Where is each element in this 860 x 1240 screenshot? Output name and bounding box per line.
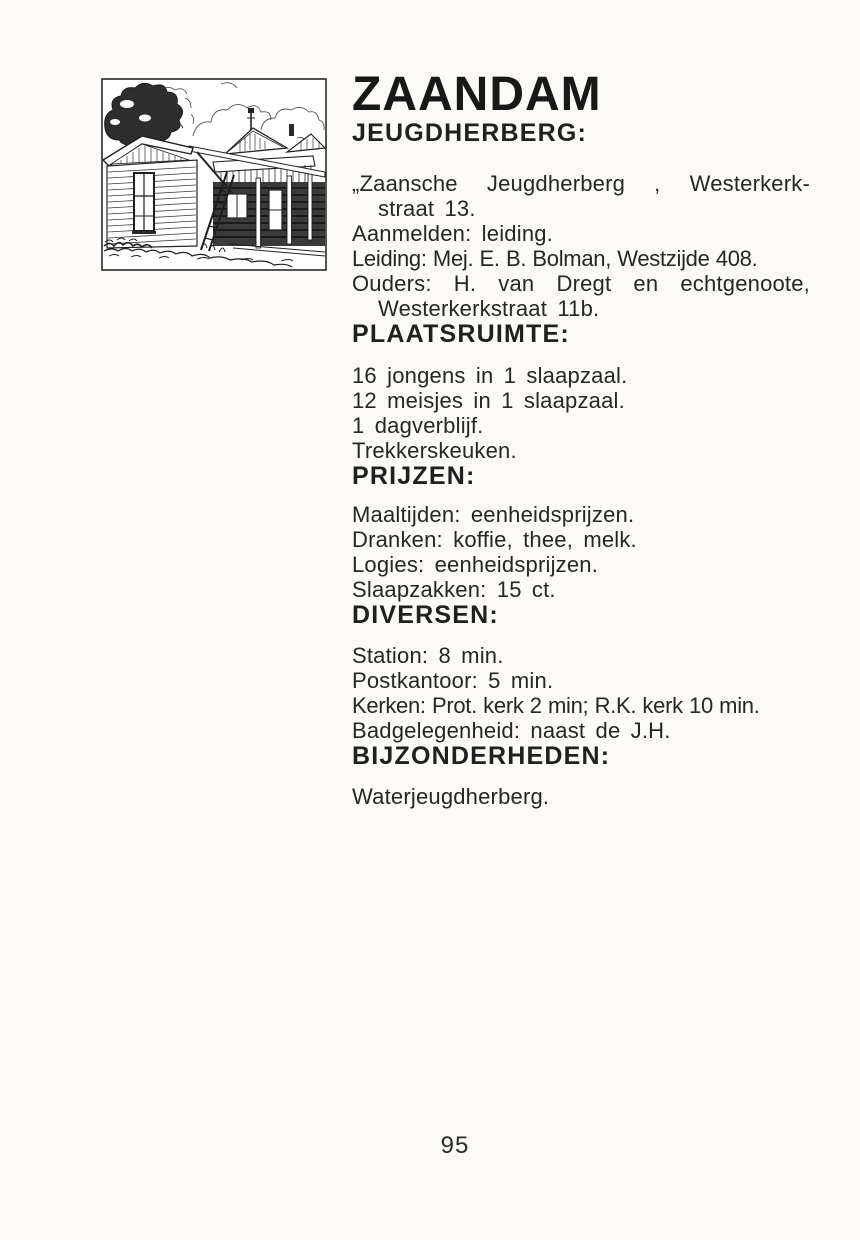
text-line: Postkantoor: 5 min. [352,668,554,693]
text-line: Logies: eenheidsprijzen. [352,552,599,577]
text-line: Dranken: koffie, thee, melk. [352,527,637,552]
text-line: Station: 8 min. [352,643,504,668]
text-line: Waterjeugdherberg. [352,784,550,809]
text-line: „Zaansche Jeugdherberg , Westerkerk- [352,171,810,196]
text-line: 1 dagverblijf. [352,413,484,438]
page-number: 95 [440,1132,470,1159]
entry-column [352,70,810,809]
text-line: Ouders: H. van Dregt en echtgenoote, [352,271,810,296]
jeugdherberg-lines [352,171,810,321]
diversen-lines [352,643,810,743]
page-title: ZAANDAM [352,68,602,121]
section-bijzonderheden [352,743,810,809]
section-heading-jeugdherberg: JEUGDHERBERG: [352,119,588,147]
section-heading-prijzen: PRIJZEN: [352,462,476,490]
text-line: 16 jongens in 1 slaapzaal. [352,363,628,388]
text-line: Trekkerskeuken. [352,438,517,463]
text-line: Westerkerkstraat 11b. [378,296,600,321]
section-heading-diversen: DIVERSEN: [352,601,499,629]
front-house [103,136,197,248]
section-heading-plaatsruimte: PLAATSRUIMTE: [352,320,570,348]
text-line: Slaapzakken: 15 ct. [352,577,556,602]
section-prijzen [352,463,810,602]
prijzen-lines [352,502,810,602]
section-plaatsruimte [352,321,810,463]
text-line: Maaltijden: eenheidsprijzen. [352,502,635,527]
bijzonderheden-lines [352,784,810,809]
hostel-illustration-drawing [101,78,327,271]
section-heading-bijzonderheden: BIJZONDERHEDEN: [352,742,611,770]
section-diversen [352,602,810,743]
text-line: Aanmelden: leiding. [352,221,554,246]
section-jeugdherberg [352,120,810,321]
text-line: Kerken: Prot. kerk 2 min; R.K. kerk 10 min. [352,693,760,718]
text-line: Badgelegenheid: naast de J.H. [352,718,671,743]
plaatsruimte-lines [352,363,810,463]
text-line: Leiding: Mej. E. B. Bolman, Westzijde 408. [352,246,758,271]
text-line: straat 13. [378,196,476,221]
hostel-illustration [101,78,327,271]
text-line: 12 meisjes in 1 slaapzaal. [352,388,625,413]
